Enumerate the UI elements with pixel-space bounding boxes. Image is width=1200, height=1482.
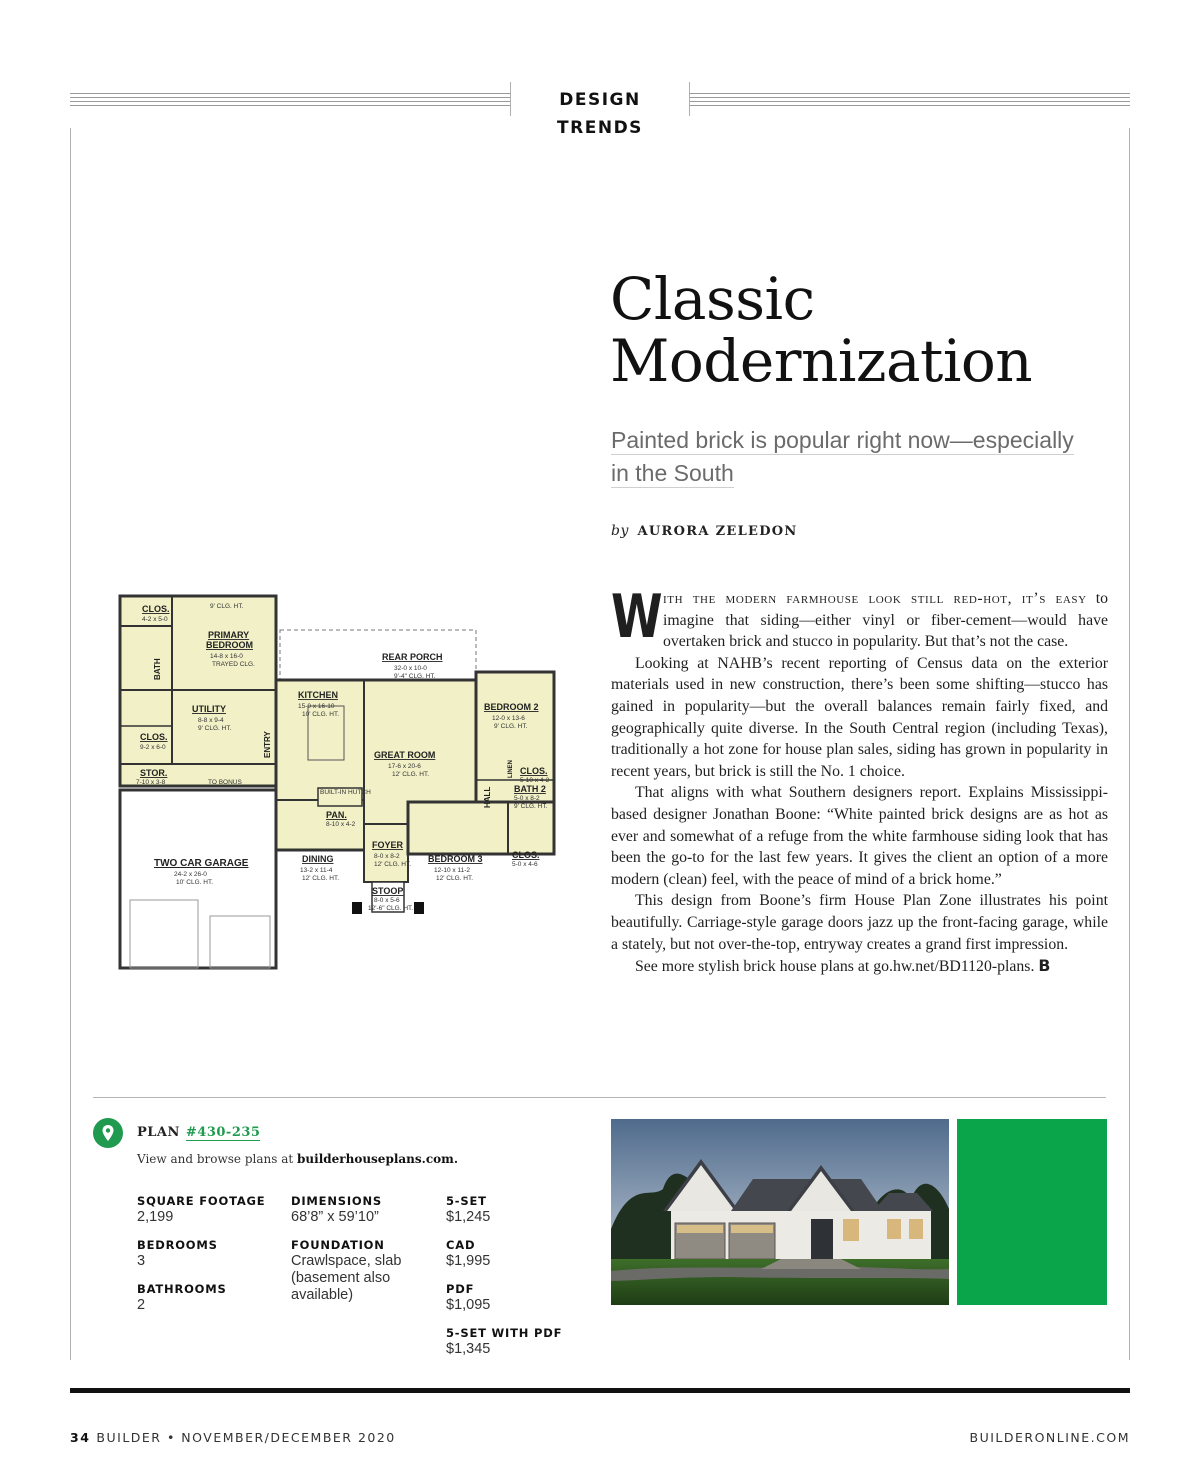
fp-clos-2-dim: 9-2 x 6-0 bbox=[140, 744, 166, 751]
article-title bbox=[610, 265, 1130, 395]
plan-site-link[interactable]: builderhouseplans.com. bbox=[297, 1152, 459, 1166]
plan-note bbox=[137, 1152, 458, 1166]
house-rendering-image bbox=[611, 1119, 949, 1305]
dek-line-2: in the South bbox=[611, 460, 734, 486]
spec-foundation-label: FOUNDATION bbox=[291, 1238, 385, 1252]
spec-pdf-label: PDF bbox=[446, 1282, 475, 1296]
fp-bath-2-dim: 5-0 x 8-2 bbox=[514, 795, 540, 802]
accent-color-block bbox=[957, 1119, 1107, 1305]
fp-bedroom-3-dim: 12-10 x 11-2 bbox=[434, 867, 471, 874]
fp-foyer-clg: 12' CLG. HT. bbox=[374, 861, 412, 868]
fp-garage: TWO CAR GARAGE bbox=[154, 858, 249, 869]
fp-clos-3: CLOS. bbox=[520, 766, 548, 776]
fp-clos-4: CLOS. bbox=[512, 850, 540, 860]
spec-dimensions bbox=[291, 1193, 382, 1226]
header-rule-right bbox=[690, 93, 1130, 107]
fp-rear-porch-clg: 9'-4" CLG. HT. bbox=[394, 673, 436, 680]
spec-bedrooms bbox=[137, 1237, 218, 1270]
byline-author: AURORA ZELEDON bbox=[637, 524, 798, 539]
paragraph-4: This design from Boone’s firm House Plan Zone illustrates his point beautifully. Carriage-style garage doors jazz up the front-facing garage, while a stately, but not over-the-top, entryway creates a grand first impression. bbox=[611, 892, 1108, 953]
page-frame-left bbox=[70, 128, 71, 1360]
paragraph-5 bbox=[611, 955, 1108, 978]
fp-primary-2: BEDROOM bbox=[206, 640, 253, 650]
fp-dining-dim: 13-2 x 11-4 bbox=[300, 867, 333, 874]
fp-builtin: BUILT-IN HUTCH bbox=[320, 789, 371, 796]
paragraph-1-rest: to imagine that siding—either vinyl or fiber-cement—would have overtaken brick and stucco in popularity. But that’s not the case. bbox=[663, 590, 1108, 651]
fp-clos-1-dim: 4-2 x 5-0 bbox=[142, 616, 168, 623]
fp-kitchen: KITCHEN bbox=[298, 690, 338, 700]
fp-bath-2: BATH 2 bbox=[514, 784, 546, 794]
drop-cap: W bbox=[611, 582, 663, 652]
plan-label bbox=[137, 1125, 260, 1140]
spec-5set-pdf-label: 5-SET WITH PDF bbox=[446, 1326, 563, 1340]
plan-label-text: PLAN bbox=[137, 1125, 180, 1140]
fp-stor-dim: 7-10 x 3-8 bbox=[136, 779, 166, 786]
spec-bathrooms-label: BATHROOMS bbox=[137, 1282, 227, 1296]
fp-great-room-clg: 12' CLG. HT. bbox=[392, 771, 430, 778]
footer-site-link[interactable]: BUILDERONLINE.COM bbox=[969, 1430, 1130, 1445]
spec-cad-label: CAD bbox=[446, 1238, 476, 1252]
spec-sqft bbox=[137, 1193, 265, 1226]
fp-clos-2: CLOS. bbox=[140, 732, 168, 742]
spec-bathrooms-value: 2 bbox=[137, 1297, 146, 1313]
spec-bedrooms-value: 3 bbox=[137, 1253, 146, 1269]
fp-primary-note: TRAYED CLG. bbox=[212, 661, 255, 668]
fp-garage-clg: 10' CLG. HT. bbox=[176, 879, 214, 886]
fp-entry: ENTRY bbox=[263, 731, 272, 758]
lead-in: ith the modern farmhouse look still red-hot, it’s easy bbox=[663, 590, 1087, 607]
header-divider-right bbox=[689, 82, 690, 116]
title-line-1: Classic bbox=[610, 265, 815, 333]
spec-dimensions-value: 68’8” x 59’10” bbox=[291, 1209, 379, 1225]
fp-dining: DINING bbox=[302, 854, 334, 864]
fp-primary-dim: 14-8 x 16-0 bbox=[210, 653, 243, 660]
spec-dimensions-label: DIMENSIONS bbox=[291, 1194, 382, 1208]
fp-bedroom-2-clg: 9' CLG. HT. bbox=[494, 723, 528, 730]
fp-great-room: GREAT ROOM bbox=[374, 750, 436, 760]
spec-pdf bbox=[446, 1281, 490, 1314]
section-title: DESIGN TRENDS bbox=[557, 90, 643, 138]
byline-by: by bbox=[611, 523, 629, 539]
fp-bedroom-2-dim: 12-0 x 13-6 bbox=[492, 715, 525, 722]
fp-stor: STOR. bbox=[140, 768, 168, 778]
fp-rear-porch-dim: 32-0 x 10-0 bbox=[394, 665, 427, 672]
spec-foundation-value: Crawlspace, slab (basement also available) bbox=[291, 1253, 402, 1303]
fp-bath-2-clg: 9' CLG. HT. bbox=[514, 803, 548, 810]
spec-bedrooms-label: BEDROOMS bbox=[137, 1238, 218, 1252]
header-rule-left bbox=[70, 93, 510, 107]
byline bbox=[611, 523, 798, 539]
fp-dining-clg: 12' CLG. HT. bbox=[302, 875, 340, 882]
location-pin-icon bbox=[93, 1118, 123, 1148]
fp-pan-dim: 8-10 x 4-2 bbox=[326, 821, 356, 828]
dek-line-1: Painted brick is popular right now—especially bbox=[611, 427, 1074, 453]
paragraph-2: Looking at NAHB’s recent reporting of Census data on the exterior materials used in new construction, there’s been some shifting—stucco has gained in popularity—but the overall balances remain fairly fixed, and geographically quite diverse. In the South Central region (including Texas), traditionally a hot zone for house plan sales, siding has grown in popularity in recent years, but brick is still the No. 1 choice. bbox=[611, 654, 1108, 780]
spec-cad-value: $1,995 bbox=[446, 1253, 491, 1269]
spec-5set-value: $1,245 bbox=[446, 1209, 491, 1225]
end-mark: B bbox=[1038, 956, 1051, 976]
fp-to-bonus: TO BONUS bbox=[208, 779, 242, 786]
spec-cad bbox=[446, 1237, 490, 1270]
plan-note-prefix: View and browse plans at bbox=[137, 1152, 298, 1166]
fp-bath: BATH bbox=[153, 658, 162, 680]
footer-rule bbox=[70, 1388, 1130, 1393]
title-line-2: Modernization bbox=[610, 327, 1033, 395]
paragraph-1 bbox=[611, 582, 1108, 653]
fp-bedroom-3-clg: 12' CLG. HT. bbox=[436, 875, 474, 882]
fp-stoop-clg: 12'-6" CLG. HT. bbox=[368, 905, 414, 912]
paragraph-5-text: See more stylish brick house plans at go.hw.net/BD1120-plans. bbox=[635, 958, 1035, 976]
fp-kitchen-dim: 15-0 x 16-10 bbox=[298, 703, 335, 710]
fp-clos-4-dim: 5-0 x 4-6 bbox=[512, 861, 538, 868]
fp-pan: PAN. bbox=[326, 810, 347, 820]
fp-primary: PRIMARY bbox=[208, 630, 250, 640]
page-folio bbox=[70, 1430, 396, 1445]
fp-foyer: FOYER bbox=[372, 840, 404, 850]
fp-bedroom-3: BEDROOM 3 bbox=[428, 854, 483, 864]
header-divider-left bbox=[510, 82, 511, 116]
fp-garage-dim: 24-2 x 26-0 bbox=[174, 871, 207, 878]
fp-utility-dim: 8-8 x 9-4 bbox=[198, 717, 224, 724]
spec-5set bbox=[446, 1193, 490, 1226]
spec-5set-label: 5-SET bbox=[446, 1194, 487, 1208]
fp-foyer-dim: 8-0 x 8-2 bbox=[374, 853, 400, 860]
spec-bathrooms bbox=[137, 1281, 227, 1314]
fp-bedroom-2: BEDROOM 2 bbox=[484, 702, 539, 712]
spec-sqft-value: 2,199 bbox=[137, 1209, 174, 1225]
fp-stoop-dim: 8-0 x 5-6 bbox=[374, 897, 400, 904]
floor-plan bbox=[112, 588, 562, 973]
fp-rear-porch: REAR PORCH bbox=[382, 652, 443, 662]
fp-clos-3-dim: 5-10 x 4-2 bbox=[520, 777, 550, 784]
plan-divider bbox=[93, 1097, 1106, 1098]
folio-text: BUILDER • NOVEMBER/DECEMBER 2020 bbox=[96, 1430, 396, 1445]
article-dek bbox=[611, 424, 1111, 490]
spec-foundation bbox=[291, 1237, 409, 1304]
fp-linen: LINEN bbox=[508, 760, 514, 778]
fp-great-room-dim: 17-6 x 20-6 bbox=[388, 763, 421, 770]
fp-stoop: STOOP bbox=[372, 886, 404, 896]
spec-5set-pdf bbox=[446, 1325, 562, 1358]
page-number: 34 bbox=[70, 1430, 91, 1445]
fp-primary-clg: 9' CLG. HT. bbox=[210, 603, 244, 610]
fp-utility: UTILITY bbox=[192, 704, 226, 714]
plan-number-link[interactable]: #430-235 bbox=[185, 1125, 261, 1140]
fp-kitchen-clg: 10' CLG. HT. bbox=[302, 711, 340, 718]
spec-5set-pdf-value: $1,345 bbox=[446, 1341, 491, 1357]
paragraph-3: That aligns with what Southern designers report. Explains Mississippi-based designer Jonathan Boone: “White painted brick designs are as hot as ever and somewhat of a refuge from the white farmhouse siding look that has been the go-to for the last few years. It gives the client an option of a more modern (clean) feel, with the peace of mind of a brick home.” bbox=[611, 784, 1108, 888]
spec-sqft-label: SQUARE FOOTAGE bbox=[137, 1194, 266, 1208]
fp-clos-1: CLOS. bbox=[142, 604, 170, 614]
fp-hall: HALL bbox=[483, 786, 492, 808]
fp-utility-clg: 9' CLG. HT. bbox=[198, 725, 232, 732]
spec-pdf-value: $1,095 bbox=[446, 1297, 491, 1313]
article-body bbox=[611, 582, 1108, 978]
